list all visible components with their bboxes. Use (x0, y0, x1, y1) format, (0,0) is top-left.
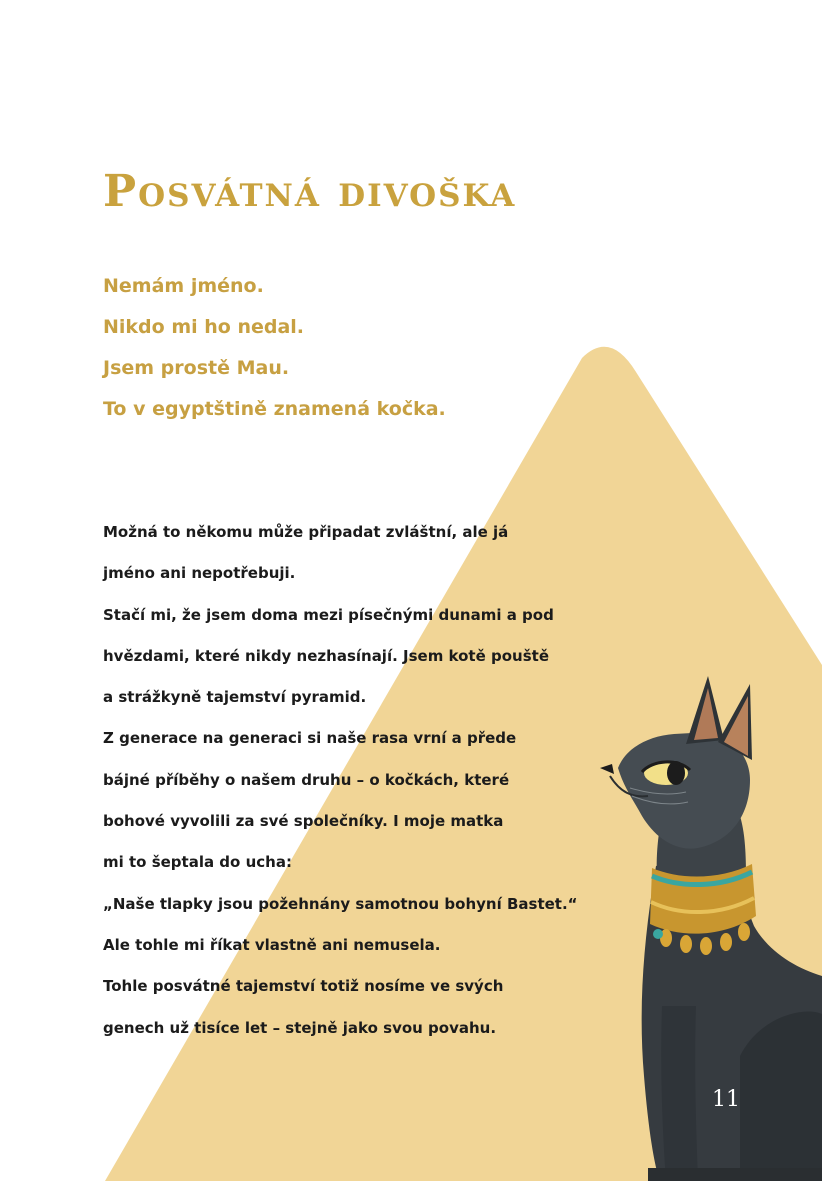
cat-illustration (590, 676, 822, 1181)
body-line: Z generace na generaci si naše rasa vrní a přede (103, 729, 517, 748)
body-line: jméno ani nepotřebuji. (103, 564, 296, 583)
intro-line: Jsem prostě Mau. (103, 357, 290, 379)
body-line: a strážkyně tajemství pyramid. (103, 688, 367, 707)
body-line: Ale tohle mi říkat vlastně ani nemusela. (103, 935, 441, 954)
body-line: genech už tisíce let – stejně jako svou povahu. (103, 1018, 497, 1037)
cat-front-leg (661, 1006, 698, 1181)
page-number: 11 (712, 1087, 740, 1112)
body-line: bájné příběhy o našem druhu – o kočkách, které (103, 770, 510, 789)
body-line: hvězdami, které nikdy nezhasínají. Jsem kotě pouště (103, 646, 549, 665)
chapter-title: Posvátná divoška (103, 166, 517, 217)
body-line: mi to šeptala do ucha: (103, 853, 292, 872)
intro-line: Nemám jméno. (103, 275, 264, 297)
body-paragraph (103, 512, 578, 1049)
body-line: Možná to někomu může připadat zvláštní, ale já (103, 523, 509, 541)
body-line: Tohle posvátné tajemství totiž nosíme ve svých (103, 977, 504, 996)
pedestal (648, 1168, 822, 1181)
intro-line: Nikdo mi ho nedal. (103, 316, 305, 338)
body-line: „Naše tlapky jsou požehnány samotnou bohyní Bastet.“ (103, 894, 578, 913)
intro-lines (103, 266, 446, 430)
intro-line: To v egyptštině znamená kočka. (103, 398, 446, 420)
body-line: Stačí mi, že jsem doma mezi písečnými dunami a pod (103, 605, 554, 624)
body-line: bohové vyvolili za své společníky. I moje matka (103, 812, 504, 831)
